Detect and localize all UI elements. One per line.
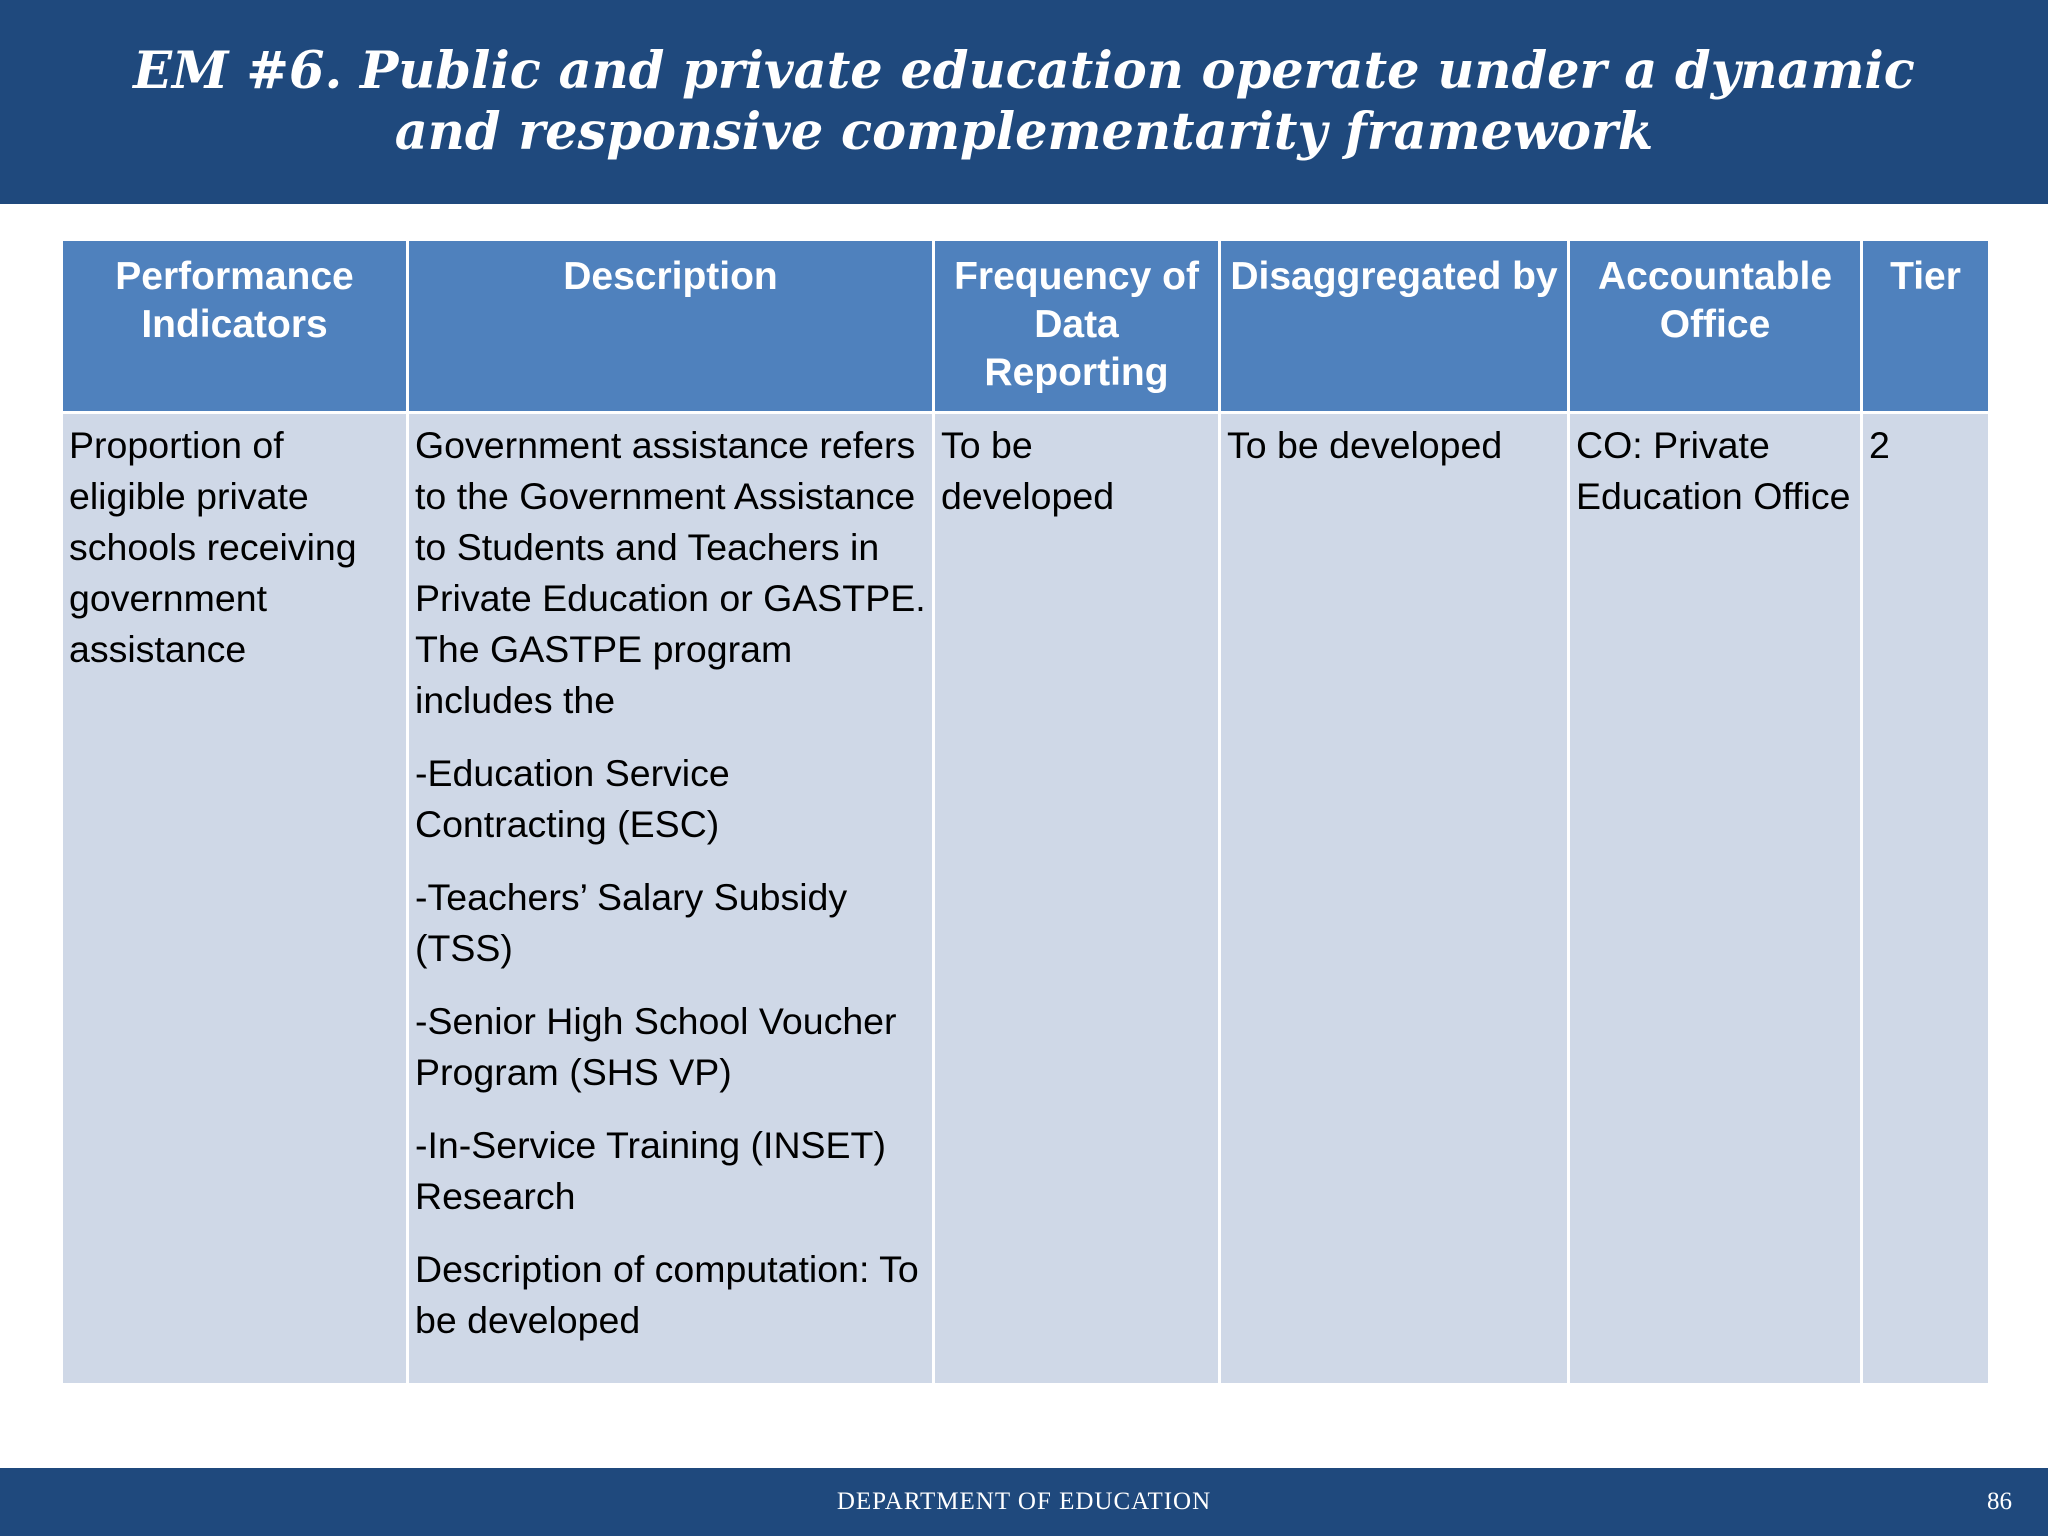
footer-bar bbox=[0, 1468, 2048, 1536]
description-item-inset: -In-Service Training (INSET) Research bbox=[415, 1124, 886, 1217]
description-item-tss: -Teachers’ Salary Subsidy (TSS) bbox=[415, 876, 848, 969]
cell-indicator: Proportion of eligible private schools receiving government assistance bbox=[62, 413, 408, 1385]
cell-frequency: To be developed bbox=[934, 413, 1220, 1385]
header-accountable-office: Accountable Office bbox=[1569, 240, 1862, 413]
header-disaggregated: Disaggregated by bbox=[1220, 240, 1569, 413]
description-item-esc: -Education Service Contracting (ESC) bbox=[415, 752, 730, 845]
description-computation: Description of computation: To be developed bbox=[415, 1248, 919, 1341]
footer-department: DEPARTMENT OF EDUCATION bbox=[836, 1488, 1212, 1515]
header-tier: Tier bbox=[1862, 240, 1990, 413]
description-item-shs-vp: -Senior High School Voucher Program (SHS VP) bbox=[415, 1000, 897, 1093]
header-description: Description bbox=[408, 240, 934, 413]
slide-title-line-2: and responsive complementarity framework bbox=[394, 102, 1654, 162]
cell-office: CO: Private Education Office bbox=[1569, 413, 1862, 1385]
cell-tier: 2 bbox=[1862, 413, 1990, 1385]
header-frequency: Frequency of Data Reporting bbox=[934, 240, 1220, 413]
description-paragraph: Government assistance refers to the Government Assistance to Students and Teachers in Private Education or GASTPE. The GASTPE program includes the bbox=[415, 424, 926, 721]
cell-disaggregated: To be developed bbox=[1220, 413, 1569, 1385]
page-number: 86 bbox=[1987, 1488, 2012, 1515]
table-row bbox=[62, 413, 1990, 1385]
slide-title-line-1: EM #6. Public and private education operate under a dynamic bbox=[133, 41, 1915, 101]
header-performance-indicators: Performance Indicators bbox=[62, 240, 408, 413]
table-header-row bbox=[62, 240, 1990, 413]
indicator-table bbox=[60, 238, 1991, 1386]
cell-description bbox=[408, 413, 934, 1385]
slide-title-banner bbox=[0, 0, 2048, 204]
